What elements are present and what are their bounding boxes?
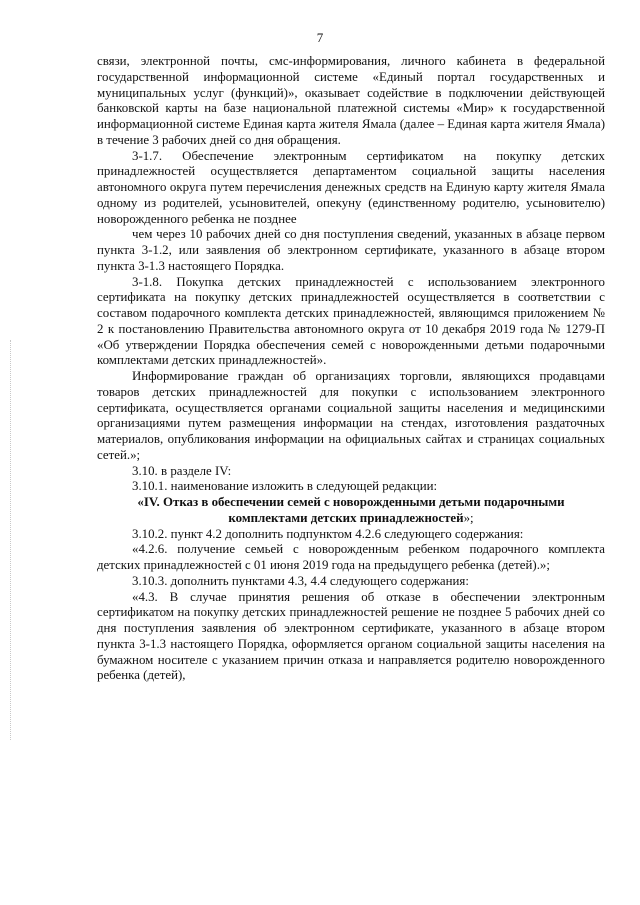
paragraph-4-2-6: «4.2.6. получение семьей с новорожденным ребенком подарочного комплекта детских принадлежностей с 01 июня 2019 года на предыдущего ребенка (детей).»; — [97, 542, 605, 572]
section-iv-heading-text: «IV. Отказ в обеспечении семей с новорожденными детьми подарочными комплектами детских принадлежностей — [137, 495, 565, 525]
paragraph-3-10-1: 3.10.1. наименование изложить в следующей редакции: — [132, 479, 438, 494]
paragraph-informing: Информирование граждан об организациях торговли, являющихся продавцами товаров детских принадлежностей для покупки с использованием электронного сертификата, осуществляется органами социальной защиты населения и медицинскими организациями путем размещения информации на стендах, изготовления раздаточных материалов, опубликования информации на официальных сайтах и страницах социальных сетей.»; — [97, 369, 605, 462]
paragraph-3-10-2: 3.10.2. пункт 4.2 дополнить подпунктом 4.2.6 следующего содержания: — [132, 526, 524, 541]
paragraph-3-1-7: 3-1.7. Обеспечение электронным сертификатом на покупку детских принадлежностей осуществляется департаментом социальной защиты населения автономного округа путем перечисления денежных средств на Единую карту жителя Ямала одному из родителей, усыновителей, опекуну (единственному родителю, усыновителю) новорожденного ребенка не позднее — [97, 148, 605, 226]
section-iv-heading-suffix: »; — [463, 510, 474, 525]
margin-binding-marks — [10, 340, 12, 740]
document-body — [97, 54, 605, 684]
paragraph-continuation: связи, электронной почты, смс-информирования, личного кабинета в федеральной государственной информационной системе «Единый портал государственных и муниципальных услуг (функций)», оказывает содействие в подключении действующей банковской карты на базе национальной платежной системы «Мир» к государственной информационной системе Единая карта жителя Ямала (далее – Единая карта жителя Ямала) в течение 3 рабочих дней со дня обращения. — [97, 54, 605, 147]
paragraph-4-3: «4.3. В случае принятия решения об отказе в обеспечении электронным сертификатом на покупку детских принадлежностей решение не позднее 5 рабочих дней со дня поступления заявления об электронном сертификате, указанного в абзаце втором пункта 3-1.3 настоящего Порядка, оформляется органом социальной защиты населения на бумажном носителе с указанием причин отказа и направляется родителю новорожденного ребенка (детей), — [97, 589, 605, 683]
page-number: 7 — [316, 30, 324, 45]
paragraph-3-1-7-continued: чем через 10 рабочих дней со дня поступления сведений, указанных в абзаце первом пункта 3-1.2, или заявления об электронном сертификате, указанного в абзаце втором пункта 3-1.3 настоящего Порядка. — [97, 227, 605, 273]
paragraph-3-1-8: 3-1.8. Покупка детских принадлежностей с использованием электронного сертификата на покупку детских принадлежностей осуществляется в соответствии с составом подарочного комплекта детских принадлежностей, являющимся приложением № 2 к постановлению Правительства автономного округа от 10 декабря 2019 года № 1279-П «Об утверждении Порядка обеспечения семей с новорожденными детьми подарочными комплектами детских принадлежностей». — [97, 274, 605, 368]
paragraph-3-10-3: 3.10.3. дополнить пунктами 4.3, 4.4 следующего содержания: — [132, 573, 469, 588]
section-iv-heading — [97, 495, 605, 527]
paragraph-3-10: 3.10. в разделе IV: — [132, 463, 232, 478]
